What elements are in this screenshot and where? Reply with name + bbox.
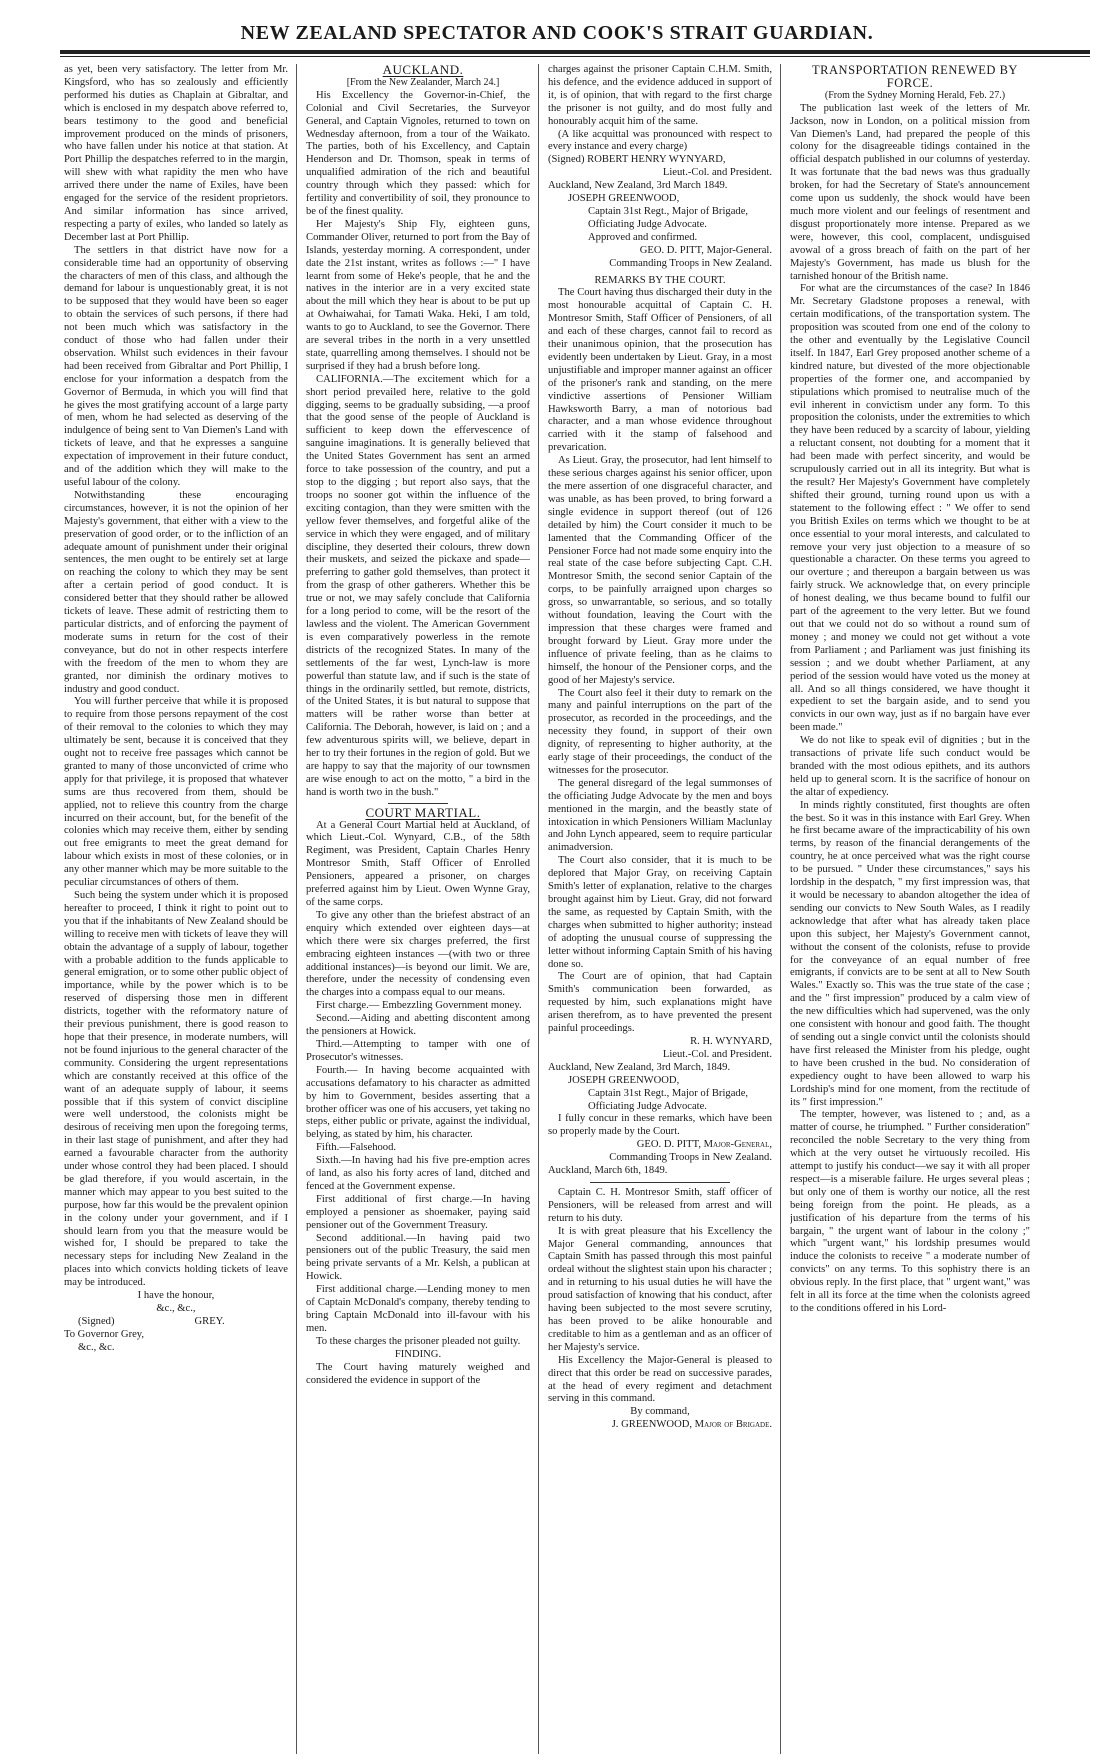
signature-line: (Signed) ROBERT HENRY WYNYARD, (548, 154, 726, 166)
paragraph: In minds rightly constituted, first thoughts are often the best. So it was in this instance with Earl Grey. When he first became aware of the impracticability of his own terms, by reason of the financial derangements of the country, he at once perceived what was the right course to be pursued. " Under these circumstances," says his lordship in the despatch, " my first impression was, that it would be necessary to abandon altogether the idea of sending our convicts to New South Wales, as I readily acknowledge that after what has already taken place upon this subject, her Majesty's Government cannot, without the consent of the colonists, refuse to provide for the conveyance of an equal number of free emigrants, if convicts are to be sent at all to New South Wales." Exactly so. This was the true state of the case ; and the " first impression" produced by a calm view of the new difficulties which had supervened, was the only one consistent with honour and good faith. The thought of sending out a single convict until the colonists should have first released the Minister from his pledge, ought to have been crushed in the bud. No consideration of expediency ought to have been allowed to warp his Lordship's mind for one moment, from the rectitude of its " first impression." (790, 799, 1030, 1108)
column-divider (780, 64, 781, 1754)
signature-line: GEO. D. PITT, Major-General, (636, 1139, 772, 1151)
paragraph: Second additional.—In having paid two pensioners out of the public Treasury, the said men being private servants of a Mr. Kelsh, a publican at Howick. (306, 1232, 530, 1283)
paragraph: I fully concur in these remarks, which have been so properly made by the Court. (548, 1113, 772, 1138)
paragraph: His Excellency the Major-General is pleased to direct that this order be read on successive parades, at the head of every regiment and detachment serving in this command. (548, 1354, 772, 1405)
column-4 (790, 64, 1030, 1754)
column-2 (306, 64, 530, 1754)
paragraph: (A like acquittal was pronounced with respect to every instance and every charge) (548, 128, 772, 153)
divider (590, 1182, 730, 1183)
paragraph: Second.—Aiding and abetting discontent among the pensioners at Howick. (306, 1013, 530, 1038)
paragraph: as yet, been very satisfactory. The letter from Mr. Kingsford, who has so zealously and efficiently performed his duties as Chaplain at Gibraltar, and which is enclosed in my despatch above referred to, bears testimony to the good and beneficial improvement produced on the minds of prisoners, who have fallen under his notice at that station. At Port Phillip the despatches referred to in the margin, will shew with what rapidity the men who have arrived there under the name of Exiles, have been engaged for the service of the resident proprietors. And similar information has since arrived, respecting a party of exiles, who landed so lately as December last at Port Phillip. (64, 64, 288, 243)
paragraph: The general disregard of the legal summonses of the officiating Judge Advocate by the men and boys mentioned in the margin, and the beastly state of intoxication in which Pensioners William Maclunlay and John Lynch appeared, seem to require particular animadversion. (548, 777, 772, 854)
column-3 (548, 64, 772, 1754)
signature-line: JOSEPH GREENWOOD, (568, 1074, 680, 1086)
signature-line (64, 1316, 288, 1329)
signed-label: (Signed) (78, 1315, 115, 1327)
subheading: FINDING. (394, 1348, 442, 1360)
paragraph: Captain C. H. Montresor Smith, staff officer of Pensioners, will be released from arrest and will return to his duty. (548, 1186, 772, 1224)
signature-line: JOSEPH GREENWOOD, (568, 193, 680, 205)
masthead-rule (60, 50, 1090, 54)
paragraph: To give any other than the briefest abstract of an enquiry which extended over eighteen days—at which there were six charges preferred, the first embracing eighteen instances —(with two or three additional instances)—is beyond our limit. We are, therefore, under the necessity of condensing even the charges into a compass equal to our means. (306, 909, 530, 999)
signature-line: Officiating Judge Advocate. (588, 218, 707, 230)
section-heading: AUCKLAND. (382, 64, 464, 77)
paragraph: The publication last week of the letters of Mr. Jackson, now in London, on a political mission from Van Diemen's Land, had prepared the people of this colony for the disagreeable tidings contained in the official despatch published in our columns of yesterday. It was fortunate that the bad news was thus gradually broken, for had the Secretary of State's announcement come upon us suddenly, the shock would have been much more violent and our feelings of resentment and disgust proportionately more intense. Prepared as we were, however, this cool, complacent, undisguised avowal of a gross breach of faith on the part of her Majesty's Government, has made us blush for the tarnished honour of the British name. (790, 102, 1030, 282)
paragraph: The Court also consider, that it is much to be deplored that Major Gray, on receiving Captain Smith's letter of explanation, relative to the charges brought against him by Lieut. Gray, did not forward the same, as requested by Captain Smith, with the charges when submitted to higher authority; instead of adopting the unusual course of suppressing the letter without informing Captain Smith of his having done so. (548, 855, 772, 970)
signature-line: Approved and confirmed. (588, 231, 698, 243)
signature-line: Auckland, New Zealand, 3rd March, 1849. (548, 1061, 731, 1073)
signature-line: By command, (630, 1406, 690, 1418)
signature-line: GEO. D. PITT, Major-General. (639, 244, 772, 256)
signature-line: Captain 31st Regt., Major of Brigade, (588, 1087, 749, 1099)
paragraph: It is with great pleasure that his Excellency the Major General commanding, announces that Captain Smith has passed through this most painful ordeal without the slightest stain upon his character ; and in returning to his usual duties he will have the proud satisfaction of knowing that his conduct, after having been subjected to the most severe scrutiny, has been proved to be alike honourable and creditable to him as a gentleman and as an officer of her Majesty's service. (548, 1225, 772, 1353)
section-heading: TRANSPORTATION RENEWED BY FORCE. (812, 64, 1018, 90)
paragraph: CALIFORNIA.—The excitement which for a short period prevailed here, relative to the gold digging, seems to be gradually subsiding, —a proof that the good sense of the people of Auckland is sufficient to keep down the effervescence of sanguine imaginations. It is generally believed that the United States Government has sent an armed force to take possession of the country, and put a stop to the digging ; but report also says, that the troops no sooner got within the influence of the exciting contagion, than they were smitten with the yellow fever themselves, and forgetful alike of the service in which they were engaged, and of military discipline, they deserted their colours, threw down their muskets, and seized the pickaxe and spade—preferring to gather gold themselves, than protect it from the grasp of other gatherers. Whether this be true or not, we may safely conclude that California for a long period to come, will be the resort of the lawless and the violent. The American Government is even comparatively powerless in the remote districts of the recognized States. In many of the settlements of the far west, Lynch-law is more powerful than statute law, and if such is the state of things in the ordinarily settled, but remote, districts, of the United States, it is but natural to suppose that matters will be rather worse than better at California. The Deborah, however, is laid on ; and a few adventurous spirits will, we believe, depart in her to try their fortunes in the region of gold. But we are happy to say that the majority of our townsmen are wise enough to act on the motto, " a bird in the hand is worth two in the bush." (306, 373, 530, 798)
signer-name: GREY. (194, 1315, 225, 1327)
source-note: [From the New Zealander, March 24.] (346, 76, 500, 88)
source-note: (From the Sydney Morning Herald, Feb. 27.) (824, 89, 1006, 101)
signature-line: Auckland, New Zealand, 3rd March 1849. (548, 180, 728, 192)
signature-line: J. GREENWOOD, Major of Brigade. (611, 1419, 772, 1431)
signature-line: Lieut.-Col. and President. (662, 167, 772, 179)
paragraph: His Excellency the Governor-in-Chief, the Colonial and Civil Secretaries, the Surveyor General, and Captain Vignoles, returned to town on Wednesday afternoon, from a tour of the Waikato. The parties, both of his Excellency, and Captain Henderson and Dr. Thomson, speak in terms of unqualified admiration of the rich and beautiful country through which they passed: which for fertility and convertibility of soil, they pronounce to be of the finest quality. (306, 89, 530, 217)
signature-line: Lieut.-Col. and President. (662, 1048, 772, 1060)
paragraph: Fifth.—Falsehood. (316, 1142, 397, 1154)
paragraph: You will further perceive that while it is proposed to require from those persons repayment of the cost of their removal to the colonies to which they may ultimately be sent, because it is conceived that they ought not to receive free passages which cannot be granted to many of those unconvicted of crime who apply for that privilege, it is proposed that whatever sums are thus recovered from them, should be applied, not to relieve this country from the charge incurred on their account, but, for the benefit of the colonies which may receive them, either by sending out free emigrants to meet the great demand for labour which exists in most of these colonies, or in any other manner which may be more suitable to the peculiar circumstances of others of them. (64, 696, 288, 889)
subheading: REMARKS BY THE COURT. (594, 274, 726, 286)
divider (388, 803, 448, 804)
paragraph: charges against the prisoner Captain C.H.M. Smith, his defence, and the evidence adduced in support of it, is of opinion, that with regard to the first charge the prisoner is not guilty, and do most fully and honourably acquit him of the same. (548, 64, 772, 127)
paragraph: At a General Court Martial held at Auckland, of which Lieut.-Col. Wynyard, C.B., of the 58th Regiment, was President, Captain Charles Henry Montresor Smith, Staff Officer of Enrolled Pensioners, appeared a prisoner, on charges preferred against him by Lieut. Owen Wynne Gray, of the same corps. (306, 819, 530, 908)
paragraph: Third.—Attempting to tamper with one of Prosecutor's witnesses. (306, 1038, 530, 1063)
paragraph: Her Majesty's Ship Fly, eighteen guns, Commander Oliver, returned to port from the Bay of Islands, yesterday morning. A correspondent, under date the 21st instant, writes as follows :—" I have learnt from some of Heke's people, that he and the natives in the interior are in a very excited state about the mill which they hear is about to be put up at Owhaiwahai, for Tamati Waka. Heki, I am told, wants to go to Auckland, to see the Governor. There are several tribes in the north in a very unsettled state, quarrelling among themselves. I should not be surprised if they had a brush before long. (306, 218, 530, 372)
paragraph: The Court are of opinion, that had Captain Smith's communication been forwarded, as requested by him, such explanations might have arisen therefrom, as to have prevented the present painful proceedings. (548, 971, 772, 1035)
paragraph: The tempter, however, was listened to ; and, as a matter of course, he triumphed. " Further consideration" reconciled the noble Secretary to the very thing from which at the very outset he virtuously recoiled. His attempt to justify his conduct—we say it with all proper respect—is a miserable failure. He urges several pleas ; but only one of them is worthy our notice, all the rest being foreign from the point. He pleads, as a justification of his departure from the terms of his bargain, " the urgent want of labour in the colony ;" which "urgent want," his lordship presumes would induce the colonists to receive " a moderate number of convicts" on any terms. To this sophistry there is an obvious reply. In the first place, that " urgent want," was felt in all its force at the time when the colonists agreed to the conditions offered in his Lord- (790, 1109, 1030, 1314)
address-line: To Governor Grey, (64, 1328, 145, 1340)
masthead-title: NEW ZEALAND SPECTATOR AND COOK'S STRAIT GUARDIAN. (240, 22, 874, 44)
paragraph: First additional of first charge.—In having employed a pensioner as shoemaker, paying said pensioner out of the Government Treasury. (306, 1193, 530, 1231)
closing-line: &c., &c., (156, 1303, 196, 1314)
paragraph: The settlers in that district have now for a considerable time had an opportunity of observing the characters of men of this class, and although the demand for labour is unquestionably great, it is not to be supposed that they would have been so eager to obtain the services of such persons, if there had not been much which was satisfactory in the conduct of those who had fallen under their observation. Whilst such evidences in their favour had been received from Gibraltar and Port Phillip, I enclose for your information a despatch from the Governor of Bermuda, in which you will find that he gives the most gratifying account of a large party of men, whom he had selected as deserving of the indulgence of being sent to Van Diemen's Land with tickets of leave, and that he expresses a sanguine expectation of improvement in their future conduct, and of the addition which they will make to the useful labour of the colony. (64, 244, 288, 488)
signature-line: Commanding Troops in New Zealand. (609, 1152, 772, 1164)
paragraph: First additional charge.—Lending money to men of Captain McDonald's company, thereby tending to bring Captain McDonald into ill-favour with his men. (306, 1284, 530, 1334)
paragraph: Fourth.— In having become acquainted with accusations defamatory to his character as admitted by him to Government, besides asserting that a brother officer was one of his accusers, yet taking no steps, either public or private, against the individual, belying, as stated by him, his character. (306, 1064, 530, 1141)
column-divider (538, 64, 539, 1754)
column-1 (64, 64, 288, 1754)
signature-line: Officiating Judge Advocate. (588, 1100, 707, 1112)
signature-line: R. H. WYNYARD, (690, 1035, 772, 1047)
paragraph: The Court having thus discharged their duty in the most honourable acquittal of Captain C. H. Montresor Smith, Staff Officer of Pensioners, of all and each of these charges, cannot fail to record as their unanimous opinion, that the prosecution has evidently been undertaken by Lieut. Gray, in a most unjustifiable and improper manner against an officer of the prisoner's rank and standing, on the mere vindictive assertions of Pensioner William Hawksworth Barry, a man of notorious bad character, and a man whose evidence throughout carried with it the stamp of falsehood and prevarication. (548, 287, 772, 454)
paragraph: We do not like to speak evil of dignities ; but in the transactions of private life such conduct would be branded with the most odious epithets, and its authors held up to general scorn. It is the sacrifice of honour on the altar of expediency. (790, 735, 1030, 798)
column-divider (296, 64, 297, 1754)
paragraph: For what are the circumstances of the case? In 1846 Mr. Secretary Gladstone proposes a renewal, with certain modifications, of the transportation system. The proposition was scouted from one end of the colony to the other and eventually by the Legislative Council itself. In 1847, Earl Grey proposed another scheme of a kindred nature, but divested of the more objectionable properties of the former one, and accompanied by stipulations which promised to neutralise much of the evil inherent in convictism under any form. To this proposition the colonists, under the extremities to which they have been reduced by a scarcity of labour, yielding a reluctant consent, not doubting for a moment that it had been made with perfect sincerity, and would be scrupulously carried out in all its integrity. But what is the result? Her Majesty's Government have completely shifted their ground, turning round upon us with a statement to the following effect : " We offer to send you British Exiles on terms which we thought to be at once essential to your moral interests, and calculated to remove your very just objection to a measure of so questionable a character. On these terms you agreed to our overture ; and thereupon a bargain between us was fairly struck. We acknowledge that, on every principle of honest dealing, we thus became bound to fulfil our part of the agreement to the very letter. But we found out that we could not do so without a round sum of money ; and money we could not get without a vote from Parliament ; and Parliament was just finishing its session ; and we doubt whether Parliament, at any period of the session would have voted us the money at all. And so all things considered, we have thought it expedient to set the bargain aside, and to send you convicts in our own way, just as if no bargain have ever been made." (790, 283, 1030, 734)
address-line: &c., &c. (78, 1341, 115, 1353)
signature-line: Captain 31st Regt., Major of Brigade, (588, 205, 749, 217)
paragraph: The Court also feel it their duty to remark on the many and painful interruptions on the part of the prosecutor, as recorded in the proceedings, and the necessity they found, in support of their own dignity, of representing to higher authority, at the early stage of their proceedings, the conduct of the witnesses for the prosecutor. (548, 687, 772, 776)
paragraph: First charge.— Embezzling Government money. (316, 1000, 522, 1012)
paragraph: Sixth.—In having had his five pre-emption acres of land, as also his forty acres of land, ditched and fenced at the Government expense. (306, 1155, 530, 1192)
paragraph: As Lieut. Gray, the prosecutor, had lent himself to these serious charges against his senior officer, upon the mere assertion of one disgraceful character, and was unable, as has been proved, to bring forward a single evidence in support thereof (out of 126 detailed by him) the Court consider it much to be lamented that the Commanding Officer of the Pensioner Force had not made some enquiry into the real state of the case before subjecting Capt. C.H. Montresor Smith, the second senior Captain of the corps, to be painfully arraigned upon charges so gross, so unwarrantable, so serious, and so totally without foundation, leaving the Court with the impression that these charges were framed and brought forward by Lieut. Gray more under the influence of private feeling, than as he claims to himself, the honour of the Pensioner corps, and the good of her Majesty's service. (548, 455, 772, 686)
paragraph: The Court having maturely weighed and considered the evidence in support of the (306, 1361, 530, 1386)
section-heading: COURT MARTIAL. (365, 804, 481, 820)
paragraph: Such being the system under which it is proposed hereafter to proceed, I think it right to point out to you that if the inhabitants of New Zealand should be willing to receive men with tickets of leave they will obtain the advantage of a supply of labour, together with a probable addition to the funds applicable to general emigration, or to some other public object of importance, while by the power which is to be reserved of dispersing those men in different districts, together with the reformatory nature of their previous punishment, there is good reason to hope that their presence, in moderate numbers, will not be found injurious to the general character of the community. Considering the urgent representations which are constantly received at this office of the want of an adequate supply of labour, it seems possible that if this system of convict discipline were well understood, the colonists might be desirous of receiving men upon the foregoing terms, in their last stage of punishment, and after they had earned a favourable character from the authority under whose control they had been placed. I should be glad therefore, if you would ascertain, in the manner which may appear to you best suited to the purpose, how far this would be the prevalent opinion in the colony under your government, and if I should learn from you that the measure would be wished for, I should be prepared to take the necessary steps for including New Zealand in the places into which convicts holding tickets of leave may be introduced. (64, 890, 288, 1289)
paragraph: Notwithstanding these encouraging circumstances, however, it is not the opinion of her Majesty's government, that either with a view to the preservation of good order, or to the infliction of an adequate amount of punishment under their original sentences, the men ought to be entirely set at large on reaching the colony to which they may be sent after a certain period of good conduct. It is considered better that they should rather be allowed tickets of leave. These admit of restricting them to particular districts, and of enforcing the payment of moderate sums in return for the cost of their conveyance, but do not in other respects interfere with the freedom of the men to whom they are granted, nor diminish the ordinary motives to industry and good conduct. (64, 489, 288, 695)
signature-line: Commanding Troops in New Zealand. (609, 257, 772, 269)
masthead-rule-thin (60, 56, 1090, 57)
signature-line: Auckland, March 6th, 1849. (548, 1165, 668, 1177)
closing-line: I have the honour, (137, 1290, 215, 1302)
paragraph: To these charges the prisoner pleaded not guilty. (316, 1335, 521, 1347)
